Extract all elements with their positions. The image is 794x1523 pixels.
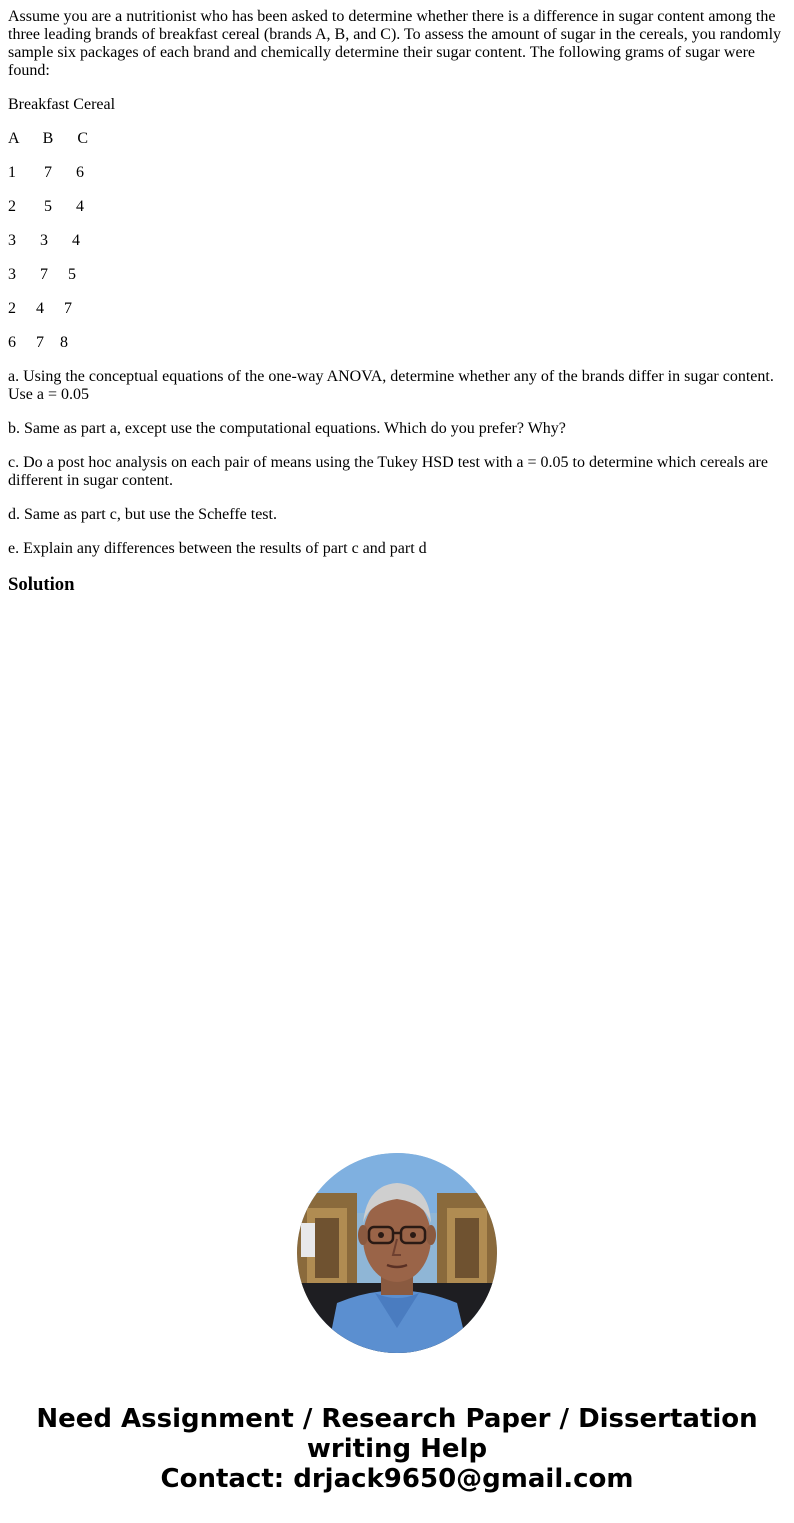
question-part-d: d. Same as part c, but use the Scheffe test.	[8, 506, 277, 523]
table-row: 3 3 4	[8, 232, 80, 249]
table-header: A B C	[8, 130, 89, 147]
avatar-portrait-image	[297, 1153, 497, 1353]
table-row: 3 7 5	[8, 266, 76, 283]
question-intro: Assume you are a nutritionist who has been asked to determine whether there is a difference in sugar content among the three leading brands of breakfast cereal (brands A, B, and C). To assess the amount of sugar in the cereals, you randomly sample six packages of each brand and chemically determine their sugar content. The following grams of sugar were found:	[8, 8, 786, 79]
question-part-b: b. Same as part a, except use the computational equations. Which do you prefer? Why?	[8, 420, 566, 437]
promo-line-1: Need Assignment / Research Paper / Dissertation	[36, 1404, 758, 1434]
table-title: Breakfast Cereal	[8, 96, 116, 113]
promo-contact: Contact: drjack9650@gmail.com	[160, 1464, 634, 1494]
table-row: 6 7 8	[8, 334, 68, 351]
question-content	[8, 8, 786, 596]
promo-banner	[0, 1404, 794, 1494]
solution-heading: Solution	[8, 574, 75, 595]
table-row: 1 7 6	[8, 164, 84, 181]
question-part-c: c. Do a post hoc analysis on each pair of means using the Tukey HSD test with a = 0.05 to determine which cereals are different in sugar content.	[8, 454, 772, 489]
avatar	[297, 1153, 497, 1353]
table-row: 2 5 4	[8, 198, 84, 215]
question-part-a: a. Using the conceptual equations of the one-way ANOVA, determine whether any of the brands differ in sugar content. Use a = 0.05	[8, 368, 778, 403]
question-part-e: e. Explain any differences between the results of part c and part d	[8, 540, 427, 557]
table-row: 2 4 7	[8, 300, 72, 317]
promo-line-2: writing Help	[306, 1434, 488, 1464]
